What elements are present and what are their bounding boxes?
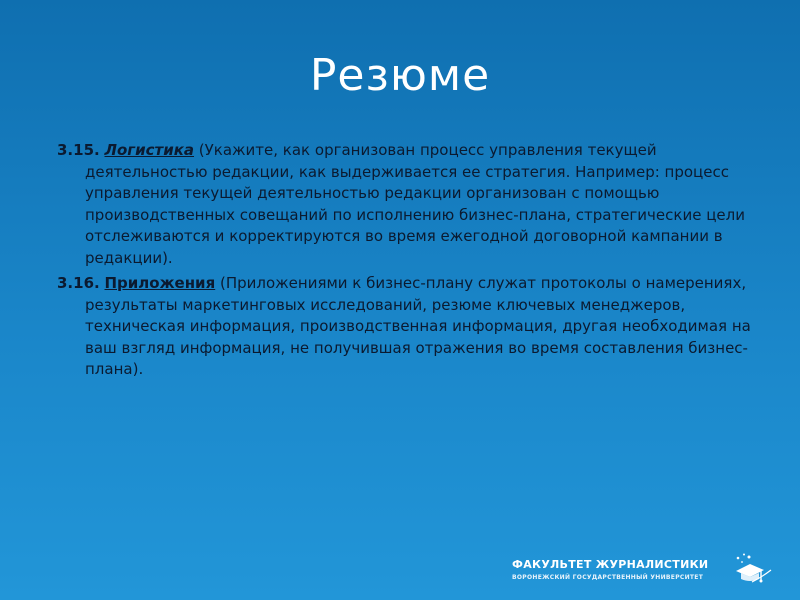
section-heading: Приложения [104, 274, 216, 292]
slide-title: Резюме [309, 50, 491, 101]
section-appendices [57, 273, 757, 381]
section-heading: Логистика [104, 141, 195, 159]
faculty-logo [512, 558, 782, 590]
faculty-name: ФАКУЛЬТЕТ ЖУРНАЛИСТИКИ [512, 558, 709, 571]
graduation-cap-icon [730, 552, 772, 586]
section-text: (Приложениями к бизнес-плану служат протоколы о намерениях, результаты маркетинговых исследований, резюме ключевых менеджеров, техническая информация, производственная информация, другая необходимая на ваш взгляд информация, не получившая отражения во время составления бизнес-плана). [85, 274, 751, 378]
section-number: 3.15. [57, 141, 100, 159]
slide-content [57, 140, 757, 385]
university-name: ВОРОНЕЖСКИЙ ГОСУДАРСТВЕННЫЙ УНИВЕРСИТЕТ [512, 574, 704, 581]
section-number: 3.16. [57, 274, 100, 292]
section-logistics [57, 140, 757, 269]
section-text: (Укажите, как организован процесс управления текущей деятельностью редакции, как выдерживается ее стратегия. Например: процесс управления текущей деятельностью редакции организован с помощью производственных совещаний по исполнению бизнес-плана, стратегические цели отслеживаются и корректируются во время ежегодной договорной кампании в редакции). [85, 141, 745, 267]
